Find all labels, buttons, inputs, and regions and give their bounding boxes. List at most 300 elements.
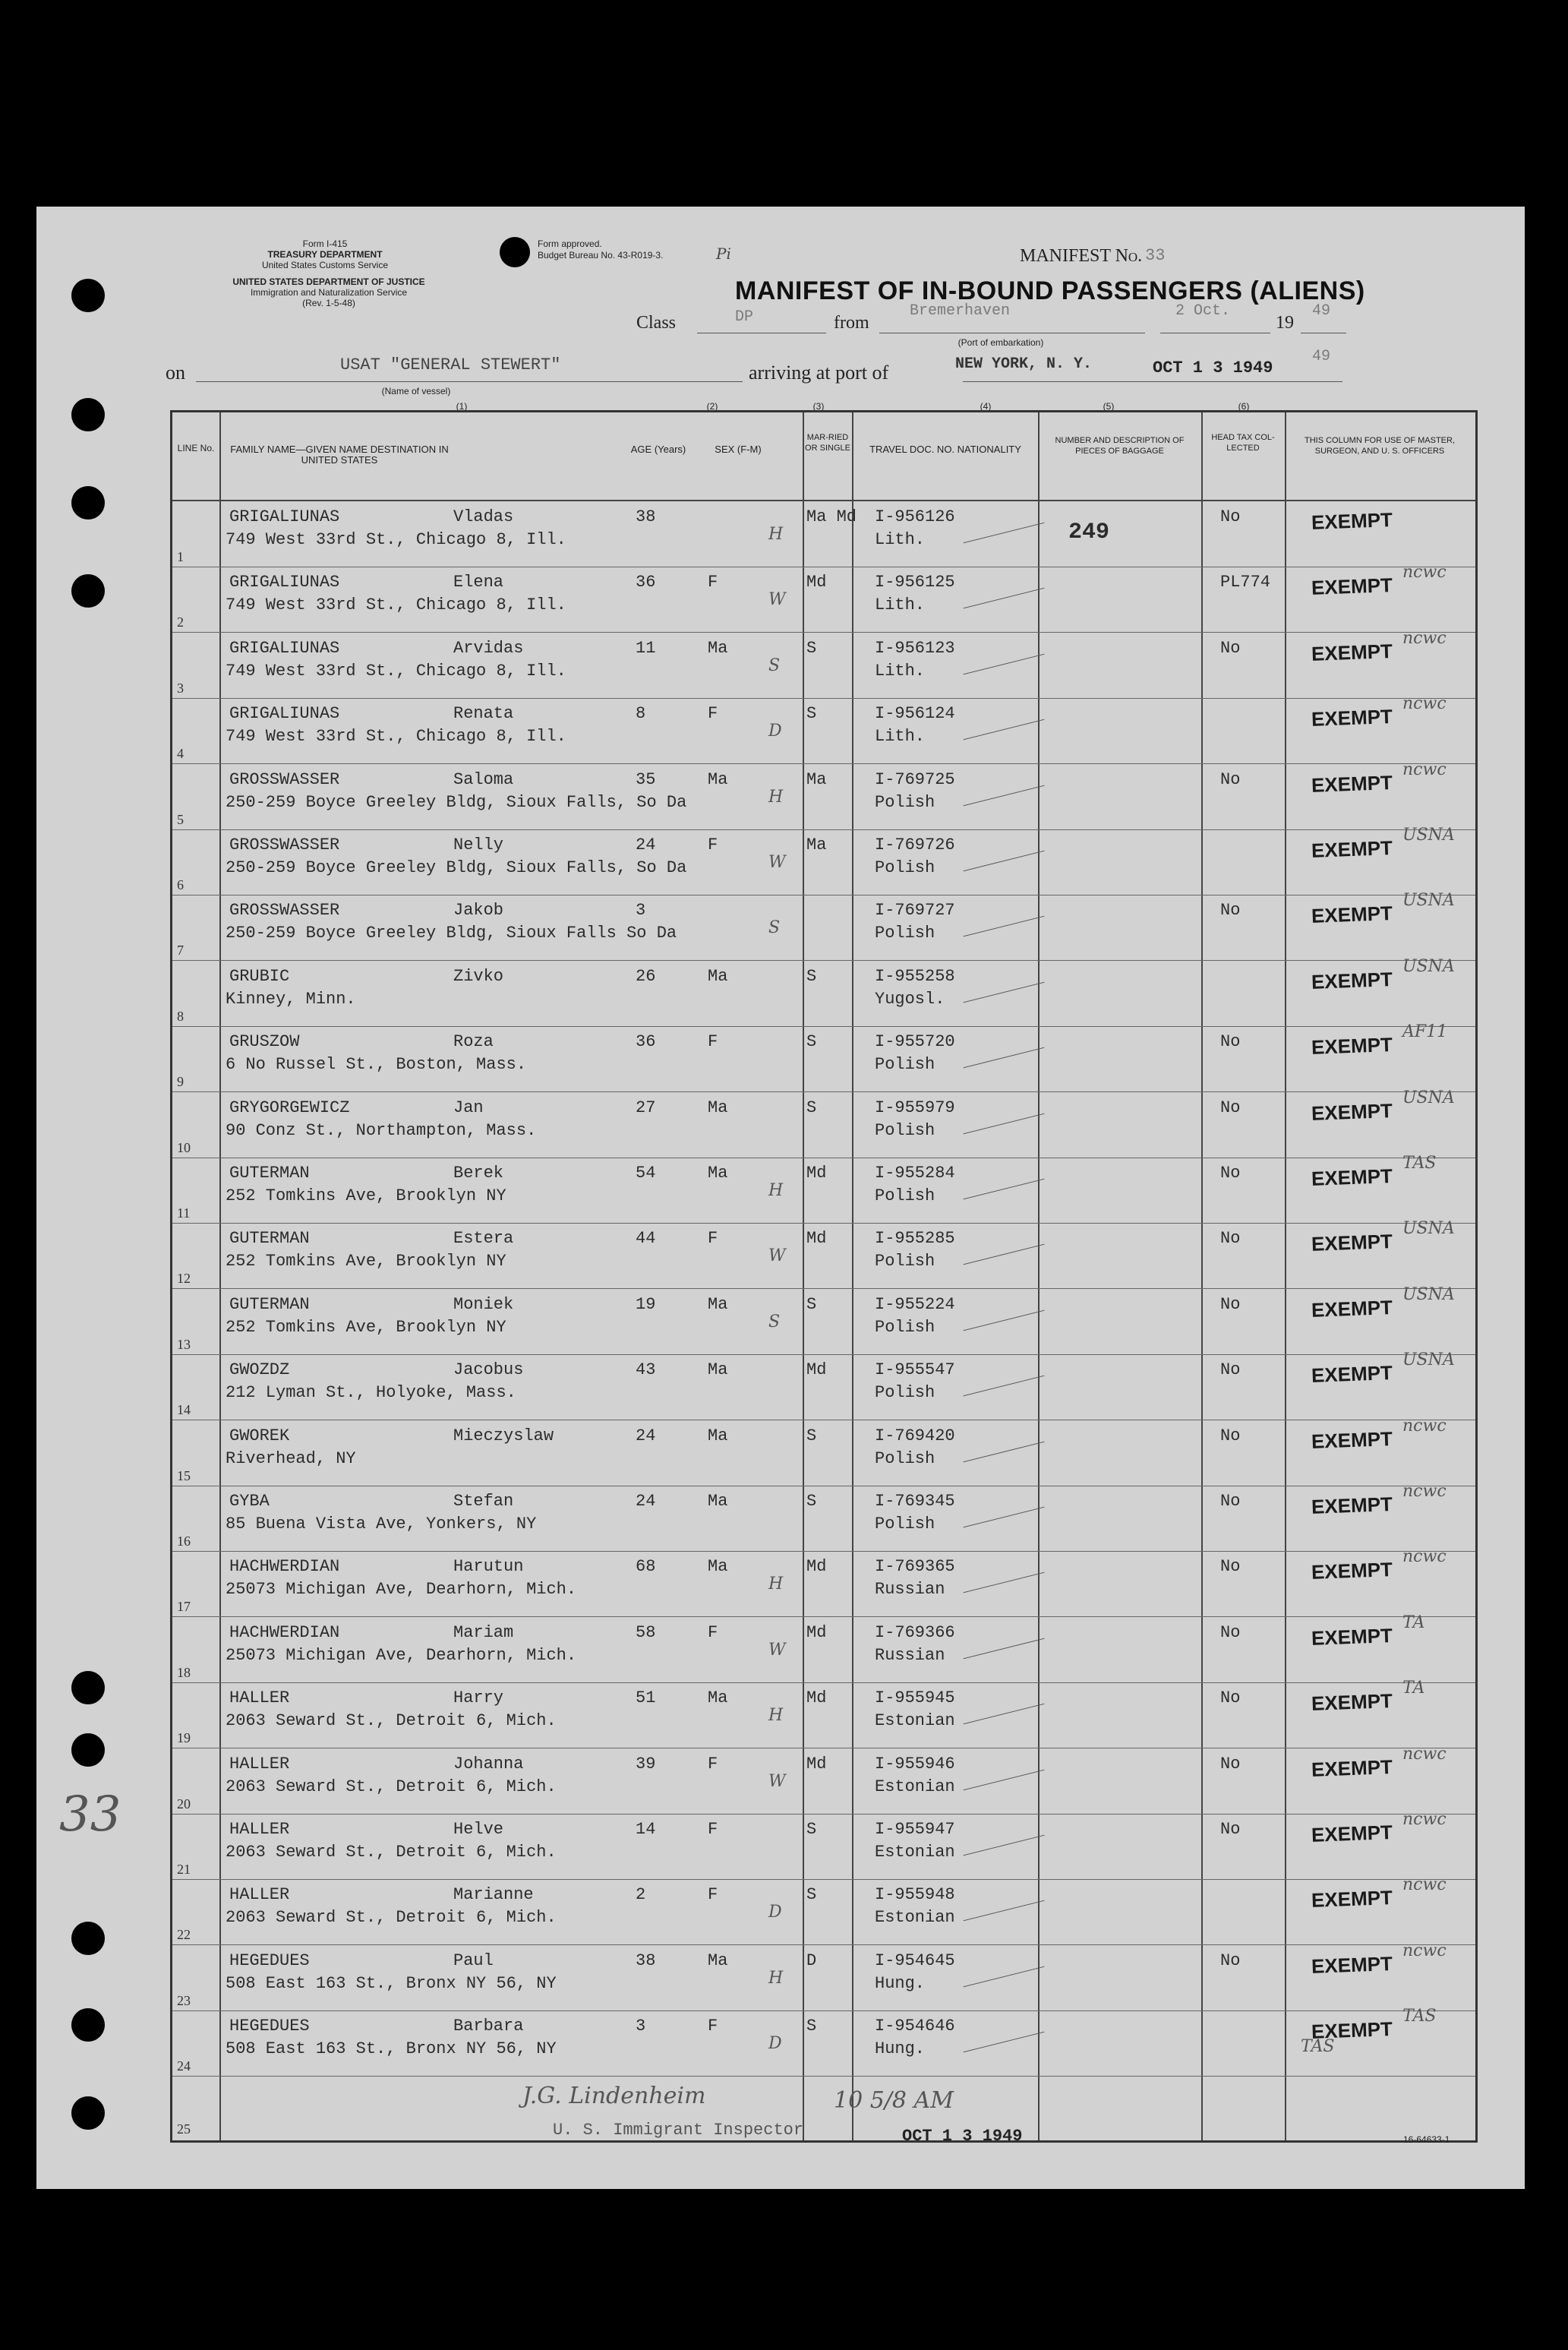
row-given: Elena [453,573,504,592]
row-destination: 508 East 163 St., Bronx NY 56, NY [226,2039,557,2059]
table-row [172,694,1475,764]
row-nationality: Estonian [875,1908,955,1928]
row-family: GUTERMAN [229,1229,310,1249]
row-officer: EXEMPT [1311,1426,1393,1453]
row-age: 3 [636,901,646,921]
row-ms: S [806,966,817,986]
row-sex: Ma [708,1492,728,1511]
col-num-5: (5) [1103,401,1115,412]
row-age: 27 [636,1098,656,1117]
table-row [172,956,1475,1027]
row-destination: 2063 Seward St., Detroit 6, Mich. [226,1711,557,1731]
row-age: 38 [636,1950,656,1970]
row-line: 7 [177,943,184,959]
row-hand: H [768,1706,784,1726]
table-row [172,502,1475,567]
row-sex: F [708,2017,718,2036]
from-value: Bremerhaven [910,302,1011,320]
row-tax: No [1220,638,1241,658]
row-given: Moniek [453,1294,514,1314]
row-ms: Md [806,1622,827,1642]
row-nationality: Polish [875,1317,935,1337]
table-row [172,628,1475,699]
row-ms: S [806,1098,817,1117]
row-ms: S [806,2017,817,2036]
row-given: Berek [453,1164,504,1183]
row-officer: EXEMPT [1311,508,1393,534]
date-stamp: OCT 1 3 1949 [902,2127,1023,2146]
row-age: 24 [636,1426,656,1445]
row-given: Jacobus [453,1360,524,1380]
row-destination: 252 Tomkins Ave, Brooklyn NY [226,1252,506,1271]
row-destination: 2063 Seward St., Detroit 6, Mich. [226,1908,557,1928]
row-given: Johanna [453,1754,524,1774]
row-line: 15 [177,1467,191,1483]
row-line: 9 [177,1074,184,1090]
col-num-6: (6) [1238,401,1250,412]
manifest-page [36,207,1525,2189]
row-given: Harry [453,1688,504,1708]
row-hand: W [768,853,786,872]
row-family: GRUBIC [229,966,290,986]
col-num-1: (1) [456,401,468,412]
row-given: Jan [453,1098,484,1117]
row-given: Stefan [453,1492,514,1511]
row-nationality: Russian [875,1645,945,1665]
row-note: ncwc [1402,628,1447,648]
table-row [172,1219,1475,1289]
row-ms: D [806,1950,817,1970]
row-nationality: Lith. [875,727,926,747]
row-line: 21 [177,1862,191,1877]
row-destination: Riverhead, NY [226,1448,356,1468]
row-doc: I-955547 [875,1360,955,1380]
header-sex: SEX (F-M) [715,444,762,455]
header-age: AGE (Years) [630,444,686,455]
vessel-label: (Name of vessel) [381,386,451,396]
row-age: 2 [636,1885,646,1905]
table-row [172,826,1475,895]
row-note: USNA [1402,1088,1455,1107]
row-given: Arvidas [453,638,524,658]
row-family: HACHWERDIAN [229,1557,340,1577]
row-age: 54 [636,1164,656,1183]
table-row [172,563,1475,633]
row-family: GRYGORGEWICZ [229,1098,350,1117]
row-family: GROSSWASSER [229,835,340,854]
row-destination: 250-259 Boyce Greeley Bldg, Sioux Falls, So Da [226,858,687,877]
inspector-label: U. S. Immigrant Inspector [553,2121,804,2140]
row-destination: 25073 Michigan Ave, Dearhorn, Mich. [226,1645,577,1665]
punch-hole [71,2096,105,2130]
row-tax: No [1220,1754,1241,1774]
row-doc: I-955979 [875,1098,955,1117]
row-family: GRIGALIUNAS [229,638,340,658]
row-ms: Md [806,1229,827,1249]
row-destination: 749 West 33rd St., Chicago 8, Ill. [226,530,566,549]
row-officer: EXEMPT [1311,770,1393,797]
row-family: HALLER [229,1820,290,1839]
row-destination: 2063 Seward St., Detroit 6, Mich. [226,1777,557,1796]
row-sex: F [708,1754,718,1774]
row-nationality: Polish [875,1515,935,1534]
arrival-time: 10 5/8 AM [834,2087,954,2114]
row-note: AF11 [1402,1022,1448,1042]
row-doc: I-769727 [875,901,955,921]
class-label: Class [636,313,677,333]
row-tax: No [1220,1360,1241,1380]
table-row [172,1482,1475,1552]
row-sex: Ma [708,1688,728,1708]
row-doc: I-955284 [875,1164,955,1183]
row-tax: No [1220,1622,1241,1642]
row-given: Zivko [453,966,504,986]
row-given: Roza [453,1032,494,1052]
row-officer: EXEMPT [1311,836,1393,862]
row-age: 36 [636,1032,656,1052]
row-tax: PL774 [1220,573,1271,592]
table-row [172,1941,1475,2011]
budget-bureau: Budget Bureau No. 43-R019-3. [538,250,664,261]
row-hand: H [768,1181,784,1200]
row-hand: H [768,1575,784,1594]
col-num-3: (3) [812,401,825,412]
treasury-dept: TREASURY DEPARTMENT [267,249,383,260]
header-officers: THIS COLUMN FOR USE OF MASTER, SURGEON, AND U. S. OFFICERS [1304,436,1455,456]
row-tax: No [1220,1294,1241,1314]
row-age: 43 [636,1360,656,1380]
row-age: 24 [636,835,656,854]
row-family: HALLER [229,1688,290,1708]
row-ms: Md [806,1360,827,1380]
row-note: ncwc [1402,1941,1447,1960]
row-age: 24 [636,1492,656,1511]
row-doc: I-956124 [875,704,955,724]
row-officer: EXEMPT [1311,573,1393,600]
row-nationality: Polish [875,1252,935,1271]
row-officer: EXEMPT [1311,705,1393,731]
row-age: 8 [636,704,646,724]
row-ms: Md [806,573,827,592]
row-note: USNA [1402,956,1455,976]
row-given: Renata [453,704,514,724]
row-sex: Ma [708,1360,728,1380]
row-ms: S [806,1492,817,1511]
header-baggage: NUMBER AND DESCRIPTION OF PIECES OF BAGGAGE [1055,436,1185,456]
row-age: 14 [636,1820,656,1839]
row-nationality: Polish [875,1383,935,1403]
row-hand: H [768,787,784,807]
row-sex: Ma [708,966,728,986]
row-line: 6 [177,877,184,892]
row-ms: S [806,638,817,658]
row-nationality: Polish [875,924,935,943]
row-tax: No [1220,1950,1241,1970]
col-num-2: (2) [706,401,718,412]
row-officer: EXEMPT [1311,967,1393,993]
row-ms: Ma [806,769,827,789]
row-nationality: Polish [875,858,935,877]
row-age: 3 [636,2017,646,2036]
form-code: 16-64633-1 [1403,2134,1450,2145]
row-line: 17 [177,1599,191,1615]
row-note: TA [1402,1679,1425,1698]
row-family: GWOREK [229,1426,290,1445]
row-nationality: Polish [875,1120,935,1140]
row-line: 18 [177,1664,191,1680]
col-num-4: (4) [980,401,992,412]
row-hand: S [768,655,781,675]
table-row [172,1088,1475,1158]
row-nationality: Estonian [875,1711,955,1731]
row-officer: EXEMPT [1311,1558,1393,1584]
row-ms: S [806,704,817,724]
row-given: Harutun [453,1557,524,1577]
row-family: HACHWERDIAN [229,1622,340,1642]
row-family: GUTERMAN [229,1164,310,1183]
row-doc: I-955224 [875,1294,955,1314]
row-hand: S [768,1312,781,1331]
row-hand: W [768,1640,786,1660]
row-officer: EXEMPT [1311,1230,1393,1256]
row-ms: S [806,1885,817,1905]
row-given: Marianne [453,1885,534,1905]
date-value: 2 Oct. [1175,302,1231,320]
row-given: Vladas [453,507,514,526]
final-annotation: TAS [1301,2037,1335,2056]
row-hand: H [768,1968,784,1988]
row-note: ncwc [1402,1482,1447,1501]
row-doc: I-769725 [875,769,955,789]
row-given: Paul [453,1950,494,1970]
row-doc: I-955720 [875,1032,955,1052]
punch-hole [71,1733,105,1767]
row-officer: EXEMPT [1311,1886,1393,1913]
row-family: GRIGALIUNAS [229,704,340,724]
vessel-name: USAT "GENERAL STEWERT" [340,355,561,374]
table-row [172,1022,1475,1092]
row-officer: EXEMPT [1311,1821,1393,1846]
table-row [172,1612,1475,1683]
row-doc: I-955947 [875,1820,955,1839]
row-given: Mieczyslaw [453,1426,554,1445]
row-line: 11 [177,1205,191,1221]
row-note: TA [1402,1612,1425,1632]
row-officer: EXEMPT [1311,1098,1393,1125]
row-line: 3 [177,680,184,696]
manifest-no-value: 33 [1145,246,1166,265]
row-ms: S [806,1294,817,1314]
row-tax: No [1220,901,1241,921]
row-line: 5 [177,811,184,827]
row-given: Jakob [453,901,504,921]
row-tax: No [1220,1557,1241,1577]
row-line: 4 [177,746,184,762]
row-family: GROSSWASSER [229,901,340,921]
form-approved: Form approved. [538,238,602,249]
arrival-port: NEW YORK, N. Y. [955,355,1093,373]
row-doc: I-955258 [875,966,955,986]
row-officer: EXEMPT [1311,2017,1393,2044]
row-given: Estera [453,1229,514,1249]
row-family: GRIGALIUNAS [229,507,340,526]
row-sex: Ma [708,1426,728,1445]
row-given: Saloma [453,769,514,789]
row-tax: No [1220,1492,1241,1511]
row-note: ncwc [1402,1810,1447,1829]
row-officer: EXEMPT [1311,1951,1393,1978]
line-25: 25 [177,2121,191,2137]
row-nationality: Russian [875,1580,945,1600]
row-family: HALLER [229,1754,290,1774]
row-nationality: Estonian [875,1777,955,1796]
row-doc: I-956125 [875,573,955,592]
inspector-signature: J.G. Lindenheim [522,2083,706,2109]
row-officer: EXEMPT [1311,1033,1393,1060]
row-doc: I-769420 [875,1426,955,1445]
row-ms: Md [806,1754,827,1774]
row-line: 1 [177,549,184,564]
row-hand: W [768,590,786,610]
row-note: ncwc [1402,563,1447,583]
punch-hole [71,1671,105,1704]
row-tax: No [1220,1098,1241,1117]
row-family: GYBA [229,1492,270,1511]
row-nationality: Hung. [875,1973,926,1993]
punch-hole [71,574,105,608]
row-officer: EXEMPT [1311,1295,1393,1322]
row-sex: F [708,1229,718,1249]
row-nationality: Polish [875,1186,935,1205]
row-line: 24 [177,2058,191,2074]
header-line: LINE No. [177,443,215,453]
row-ms: Md [806,1688,827,1708]
row-line: 13 [177,1336,191,1352]
row-tax: No [1220,1032,1241,1052]
row-nationality: Yugosl. [875,989,945,1009]
punch-hole [71,1922,105,1955]
budget-mark: Pi [716,245,731,263]
row-tax: No [1220,507,1241,526]
row-age: 39 [636,1754,656,1774]
row-sex: F [708,1885,718,1905]
row-officer: EXEMPT [1311,1164,1393,1190]
row-destination: 6 No Russel St., Boston, Mass. [226,1055,527,1075]
row-ms: Ma [806,835,827,854]
table-row [172,1350,1475,1420]
row-destination: Kinney, Minn. [226,989,356,1009]
row-tax: No [1220,769,1241,789]
row-family: GROSSWASSER [229,769,340,789]
row-destination: 252 Tomkins Ave, Brooklyn NY [226,1317,506,1337]
row-doc: I-769726 [875,835,955,854]
row-bag: 249 [1068,520,1110,545]
row-tax: No [1220,1229,1241,1249]
row-destination: 2063 Seward St., Detroit 6, Mich. [226,1843,557,1862]
row-nationality: Hung. [875,2039,926,2059]
row-age: 51 [636,1688,656,1708]
row-doc: I-769345 [875,1492,955,1511]
row-age: 26 [636,966,656,986]
table-row [172,1679,1475,1748]
row-note: ncwc [1402,760,1447,779]
row-note: ncwc [1402,1416,1447,1436]
row-officer: EXEMPT [1311,1361,1393,1388]
row-family: GWOZDZ [229,1360,290,1380]
table-row [172,1547,1475,1617]
row-sex: F [708,1820,718,1839]
row-note: USNA [1402,891,1455,911]
port-embarkation-label: (Port of embarkation) [958,337,1044,348]
arrival-date-stamp: OCT 1 3 1949 [1153,359,1273,377]
punch-hole [71,398,105,431]
row-nationality: Lith. [875,530,926,549]
row-destination: 90 Conz St., Northampton, Mass. [226,1120,537,1140]
row-nationality: Polish [875,1448,935,1468]
row-doc: I-769366 [875,1622,955,1642]
row-family: HEGEDUES [229,2017,310,2036]
row-sex: Ma [708,1098,728,1117]
row-sex: Ma [708,1557,728,1577]
row-tax: No [1220,1426,1241,1445]
row-doc: I-955946 [875,1754,955,1774]
row-sex: F [708,835,718,854]
class-value: DP [735,308,754,326]
row-destination: 250-259 Boyce Greeley Bldg, Sioux Falls So Da [226,924,677,943]
row-doc: I-954645 [875,1950,955,1970]
row-doc: I-956123 [875,638,955,658]
margin-number: 33 [59,1786,121,1843]
row-note: TAS [1402,1154,1437,1173]
row-note: ncwc [1402,694,1447,714]
punch-hole [71,279,105,312]
table-row [172,1810,1475,1880]
header-name: FAMILY NAME—GIVEN NAME DESTINATION IN UNITED STATES [230,444,449,466]
header-tax: HEAD TAX COL-LECTED [1211,433,1275,453]
row-line: 16 [177,1534,191,1549]
row-line: 20 [177,1796,191,1811]
row-ms: S [806,1032,817,1052]
year-value: 49 [1312,302,1331,320]
row-officer: EXEMPT [1311,1689,1393,1716]
punch-hole [500,237,530,267]
row-doc: I-956126 [875,507,955,526]
manifest-title: MANIFEST OF IN-BOUND PASSENGERS (ALIENS) [735,276,1365,305]
row-hand: D [768,1903,782,1922]
row-family: HEGEDUES [229,1950,310,1970]
justice-dept: UNITED STATES DEPARTMENT OF JUSTICE [232,276,425,287]
row-line: 2 [177,614,184,630]
table-row [172,1154,1475,1224]
table-row [172,1284,1475,1355]
row-hand: D [768,2034,782,2054]
row-doc: I-955945 [875,1688,955,1708]
revision: (Rev. 1-5-48) [302,298,355,308]
row-doc: I-954646 [875,2017,955,2036]
row-officer: EXEMPT [1311,1492,1393,1518]
row-doc: I-769365 [875,1557,955,1577]
punch-hole [71,2008,105,2042]
row-sex: F [708,573,718,592]
row-given: Helve [453,1820,504,1839]
row-sex: F [708,1032,718,1052]
row-officer: EXEMPT [1311,639,1393,665]
header-married: MAR-RIED OR SINGLE [805,433,850,453]
row-age: 44 [636,1229,656,1249]
manifest-no-label: MANIFEST No. [1020,246,1143,266]
row-hand: H [768,525,784,544]
row-ms: S [806,1820,817,1839]
